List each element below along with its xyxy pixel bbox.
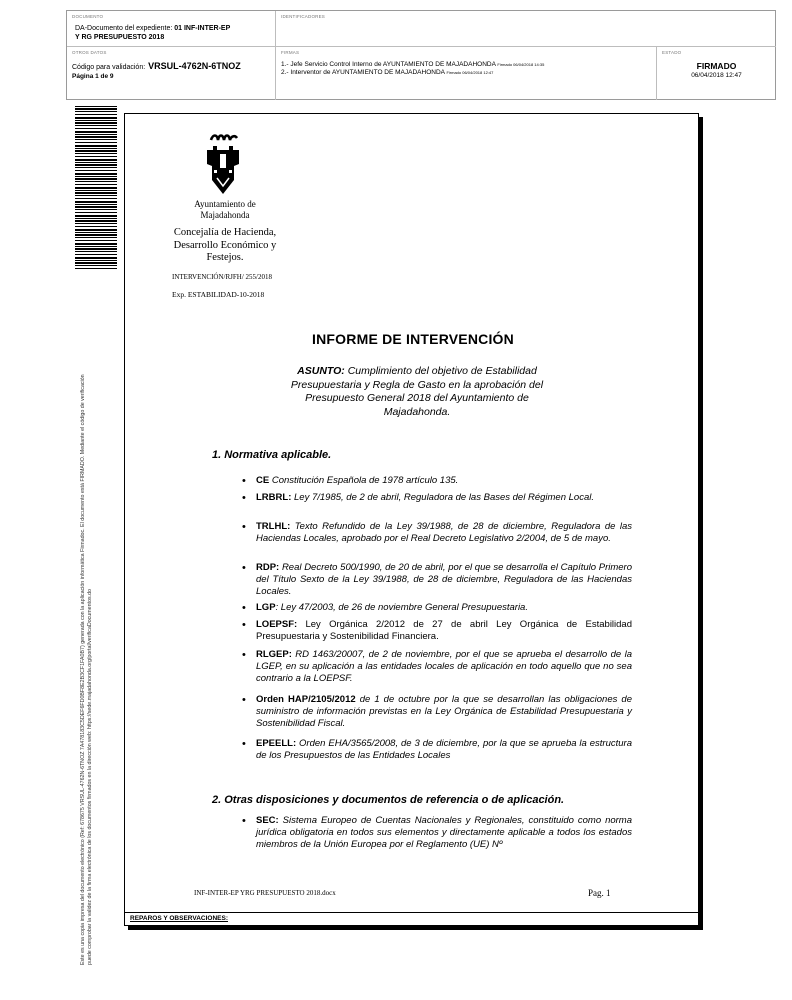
identificadores-label: IDENTIFICADORES <box>281 14 326 19</box>
list-item: • Orden HAP/2105/2012 de 1 de octubre por la que se desarrollan las obligaciones de suministro de información previstas en la Ley Orgánica de Estabilidad Presupuestaria y Sostenibilidad Fiscal. <box>240 694 632 730</box>
list-item: • EPEELL: Orden EHA/3565/2008, de 3 de diciembre, por la que se aprueba la estructura de los Presupuestos de las Entidades Locales <box>240 738 632 762</box>
section-heading-2: 2. Otras disposiciones y documentos de referencia o de aplicación. <box>212 794 565 806</box>
list-item: • SEC: Sistema Europeo de Cuentas Nacionales y Regionales, constituido como norma jurídica obligatoria en todos sus elementos y directamente aplicable a todos los estados miembros de la Unión Europea por el Reglamento (UE) Nº <box>240 815 632 851</box>
validation-code: Código para validación: VRSUL-4762N-6TNOZ <box>72 61 241 71</box>
documento-label: DOCUMENTO <box>72 14 104 19</box>
page-title: INFORME DE INTERVENCIÓN <box>312 331 514 347</box>
asunto: ASUNTO: Cumplimiento del objetivo de Estabilidad Presupuestaria y Regla de Gasto en la aprobación del Presupuesto General 2018 del Ayuntamiento de Majadahonda. <box>290 365 544 418</box>
list-item: • RLGEP: RD 1463/20007, de 2 de noviembre, por el que se aprueba el desarrollo de la LGEP, en su aplicación a las entidades locales de aplicación en todo aquello que no sea contrario a la LOEPSF. <box>240 649 632 685</box>
concejalia-name: Concejalía de Hacienda, Desarrollo Económico y Festejos. <box>173 227 277 263</box>
intervencion-ref: INTERVENCIÓN/RJFH/ 255/2018 <box>172 273 272 281</box>
coat-of-arms-logo <box>203 130 243 198</box>
status-badge: FIRMADO <box>696 61 737 71</box>
signature-2: 2.- Interventor de AYUNTAMIENTO DE MAJADAHONDA Firmado 06/04/2018 12:47 <box>281 69 494 76</box>
firmas-cell <box>276 47 657 100</box>
ayuntamiento-name: Ayuntamiento de Majadahonda <box>194 199 256 220</box>
document-name: DA-Documento del expediente: 01 INF-INTER-EP Y RG PRESUPUESTO 2018 <box>75 25 231 41</box>
otros-datos-label: OTROS DATOS <box>72 50 107 55</box>
estado-label: ESTADO <box>662 50 682 55</box>
list-item: • LRBRL: Ley 7/1985, de 2 de abril, Reguladora de las Bases del Régimen Local. <box>240 492 632 504</box>
list-item: • LOEPSF: Ley Orgánica 2/2012 de 27 de abril Ley Orgánica de Estabilidad Presupuestaria y Sostenibilidad Financiera. <box>240 619 632 643</box>
identificadores-cell <box>276 11 776 47</box>
verification-side-text: Este es una copia impresa del documento electrónico (Ref: 678675 VRSUL-4762N-6TNOZ 7A478183C5DEF6FD0BF8E2B3CF1FA0B7) generada con la aplicación informática Firmadoc. El documento está FIRMADO. Mediante el código de verificación puede comprobar la validez de la firma electrónica de los documentos firmados en la dirección web: https://sede.majadahonda.org/portal/verificaDocumentos.do <box>80 374 93 965</box>
list-item: • CE Constitución Española de 1978 artículo 135. <box>240 475 632 487</box>
reparos-label: REPAROS Y OBSERVACIONES: <box>130 915 229 922</box>
page-count: Página 1 de 9 <box>72 73 114 80</box>
signature-header <box>66 10 776 100</box>
expediente-ref: Exp. ESTABILIDAD-10-2018 <box>172 290 265 299</box>
estado-cell <box>657 47 776 100</box>
footer-page-number: Pag. 1 <box>588 888 611 898</box>
footer-filename: INF-INTER-EP YRG PRESUPUESTO 2018.docx <box>194 889 336 897</box>
list-item: • RDP: Real Decreto 500/1990, de 20 de abril, por el que se desarrolla el Capítulo Primero del Título Sexto de la Ley 39/1988, de 28 de diciembre, Reguladora de las Haciendas Locales. <box>240 562 632 598</box>
documento-cell <box>67 11 276 47</box>
status-date: 06/04/2018 12:47 <box>691 72 742 79</box>
section-heading-1: 1. Normativa aplicable. <box>212 449 332 461</box>
reparos-box <box>125 912 698 925</box>
otros-datos-cell <box>67 47 276 100</box>
list-item: • TRLHL: Texto Refundido de la Ley 39/1988, de 28 de diciembre, Reguladora de las Haciendas Locales, aprobado por el Real Decreto Legislativo 2/2004, de 5 de mayo. <box>240 521 632 545</box>
barcode-image <box>75 106 117 269</box>
firmas-label: FIRMAS <box>281 50 300 55</box>
list-item: • LGP: Ley 47/2003, de 26 de noviembre General Presupuestaria. <box>240 602 632 614</box>
signature-1: 1.- Jefe Servicio Control Interno de AYUNTAMIENTO DE MAJADAHONDA Firmado 06/04/2018 14:35 <box>281 61 545 68</box>
